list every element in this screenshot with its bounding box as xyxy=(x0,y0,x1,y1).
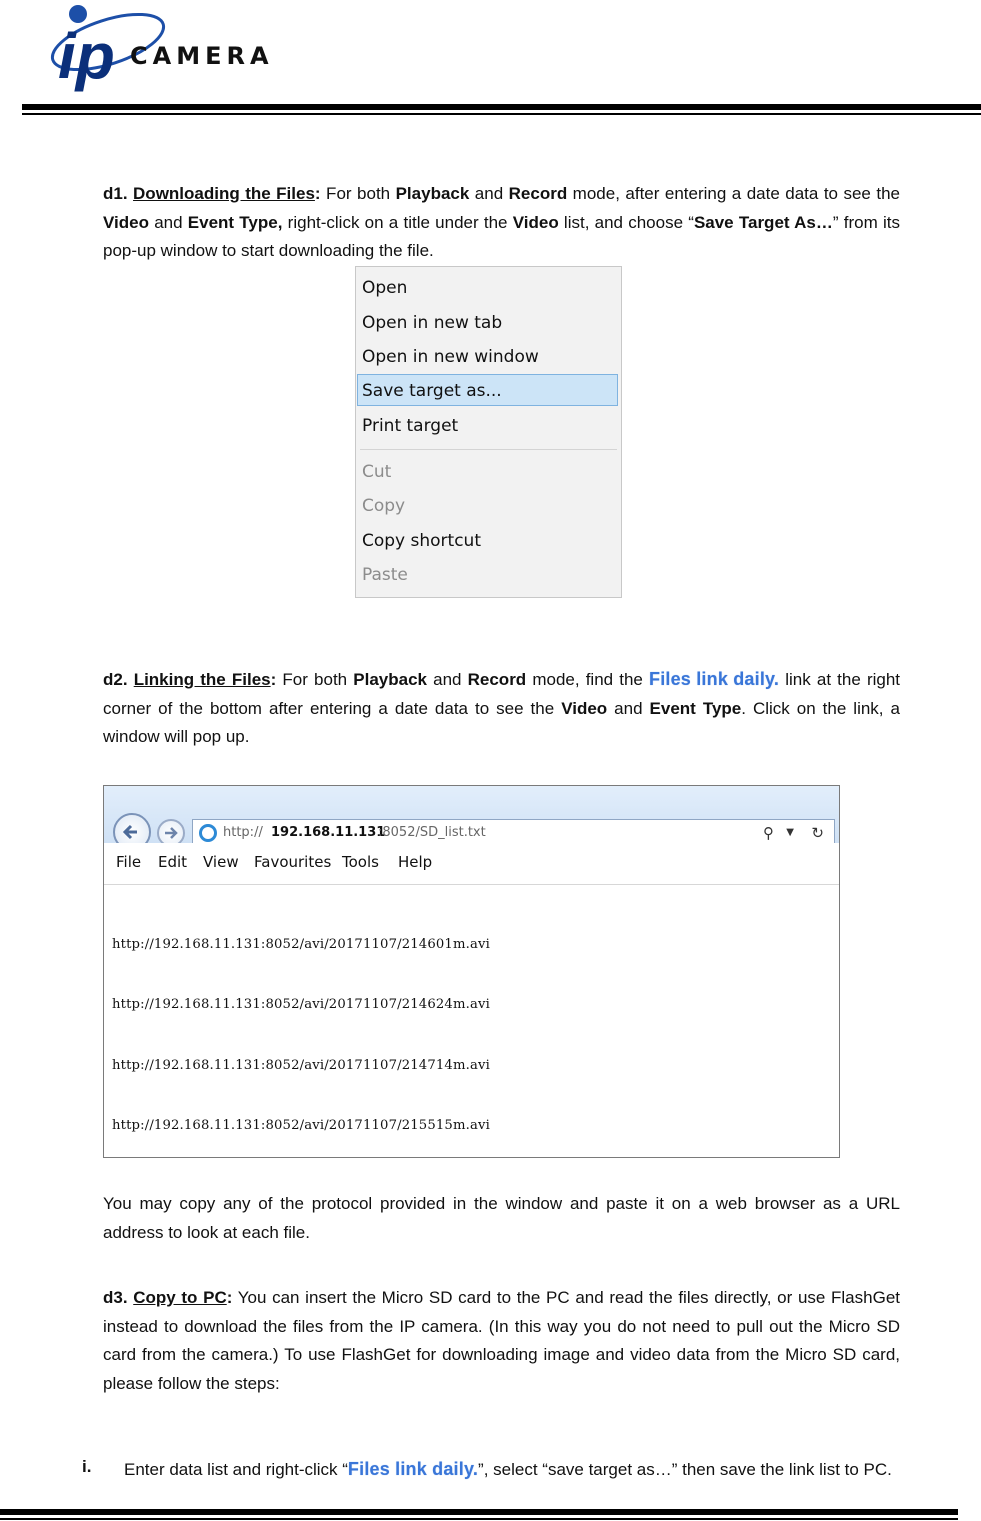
logo-ip-text: ip xyxy=(58,20,115,92)
url-line[interactable]: http://192.168.11.131:8052/avi/20171107/214624m.avi xyxy=(112,997,490,1013)
menu-item-open-new-window[interactable]: Open in new window xyxy=(362,347,539,367)
menu-separator xyxy=(360,449,617,450)
step-i-marker: i. xyxy=(82,1457,92,1476)
url-rest: :8052/SD_list.txt xyxy=(378,825,486,840)
d3-paragraph: d3. Copy to PC: You can insert the Micro SD card to the PC and read the files directly, or use FlashGet instead to download the files from the IP camera. (In this way you do not need to pull out the Micro SD card from the camera.) To use FlashGet for downloading image and video data from the Micro SD card, please follow the steps: xyxy=(103,1288,900,1393)
url-host: 192.168.11.131 xyxy=(271,825,386,840)
context-menu xyxy=(355,266,622,598)
menu-edit[interactable]: Edit xyxy=(158,853,188,871)
search-icon[interactable]: ⚲ xyxy=(763,824,774,842)
browser-menubar xyxy=(104,843,839,885)
menu-help[interactable]: Help xyxy=(398,853,433,871)
ip-camera-logo xyxy=(38,0,308,92)
copy-paragraph: You may copy any of the protocol provided in the window and paste it on a web browser as a URL address to look at each file. xyxy=(103,1194,900,1242)
d3-heading: Copy to PC xyxy=(133,1288,227,1307)
url-line[interactable]: http://192.168.11.131:8052/avi/20171107/214601m.avi xyxy=(112,937,490,953)
menu-item-paste: Paste xyxy=(362,565,408,585)
d2-paragraph: d2. Linking the Files: For both Playback and Record mode, find the Files link daily. link at the right corner of the bottom after entering a date data to see the Video and Event Type. Click on the link, a window will pop up. xyxy=(103,665,900,752)
menu-item-copy: Copy xyxy=(362,496,406,516)
forward-arrow-icon xyxy=(159,821,183,845)
files-link-daily-image: Files link daily. xyxy=(649,669,780,689)
menu-item-cut: Cut xyxy=(362,462,392,482)
footer-rule-thin xyxy=(0,1518,958,1520)
menu-item-copy-shortcut[interactable]: Copy shortcut xyxy=(362,531,481,551)
url-prefix: http:// xyxy=(223,825,263,840)
url-line[interactable]: http://192.168.11.131:8052/avi/20171107/215515m.avi xyxy=(112,1118,490,1134)
menu-tools[interactable]: Tools xyxy=(342,853,379,871)
menu-item-print-target[interactable]: Print target xyxy=(362,416,459,436)
url-line[interactable]: http://192.168.11.131:8052/avi/20171107/214714m.avi xyxy=(112,1057,490,1073)
footer-rule-thick xyxy=(0,1509,958,1515)
dropdown-icon[interactable]: ▼ xyxy=(786,827,794,838)
header-rule-thick xyxy=(22,104,981,110)
menu-item-open[interactable]: Open xyxy=(362,278,408,298)
step-i-text: Enter data list and right-click “Files link daily.”, select “save target as…” then save the link list to PC. xyxy=(124,1455,900,1485)
d2-heading: Linking the Files xyxy=(133,670,271,689)
d1-heading: Downloading the Files xyxy=(133,184,315,203)
refresh-icon[interactable]: ↻ xyxy=(811,824,824,842)
ie-logo-icon xyxy=(199,824,217,842)
menu-favourites[interactable]: Favourites xyxy=(254,853,332,871)
menu-file[interactable]: File xyxy=(116,853,142,871)
browser-window xyxy=(103,785,840,1158)
d1-paragraph: d1. Downloading the Files: For both Playback and Record mode, after entering a date data to see the Video and Event Type, right-click on a title under the Video list, and choose “Save Target As…” from its pop-up window to start downloading the file. xyxy=(103,184,900,260)
files-link-daily-image: Files link daily. xyxy=(347,1459,479,1479)
browser-toolbar xyxy=(104,786,839,843)
menu-item-open-new-tab[interactable]: Open in new tab xyxy=(362,313,503,333)
url-list xyxy=(112,895,551,1158)
header-rule-thin xyxy=(22,113,981,115)
logo-camera-text: CAMERA xyxy=(130,42,274,70)
menu-view[interactable]: View xyxy=(203,853,239,871)
menu-item-save-target-as[interactable]: Save target as... xyxy=(362,381,502,401)
